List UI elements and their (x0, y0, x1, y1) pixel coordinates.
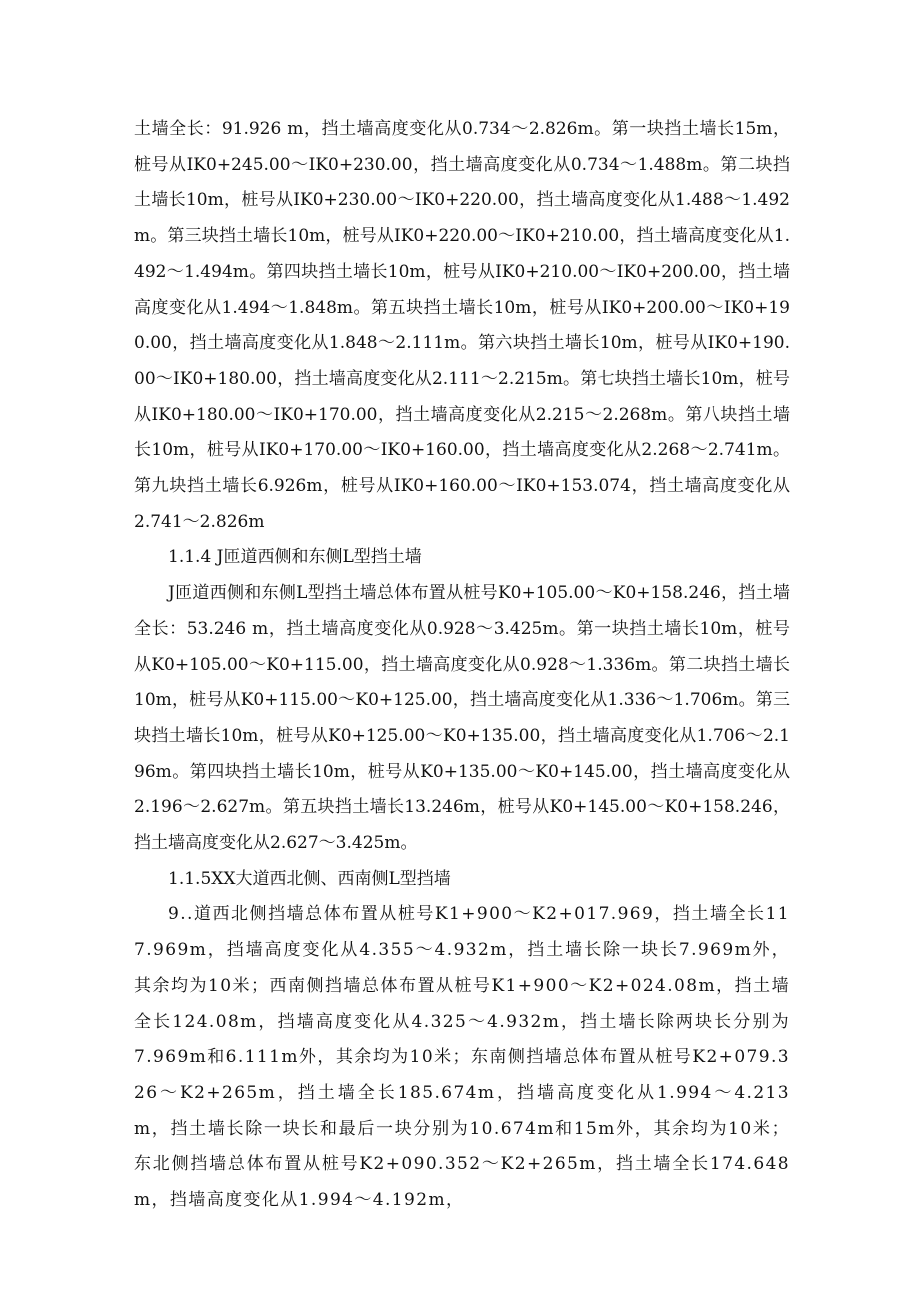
paragraph-retaining-wall-ik0: 土墙全长：91.926 m，挡土墙高度变化从0.734～2.826m。第一块挡土墙长15m，桩号从IK0+245.00～IK0+230.00，挡土墙高度变化从0.734～1.488m。第二块挡土墙长10m，桩号从IK0+230.00～IK0+220.00，挡土墙高度变化从1.488～1.492m。第三块挡土墙长10m，桩号从IK0+220.00～IK0+210.00，挡土墙高度变化从1.492～1.494m。第四块挡土墙长10m，桩号从IK0+210.00～IK0+200.00，挡土墙高度变化从1.494～1.848m。第五块挡土墙长10m，桩号从IK0+200.00～IK0+190.00，挡土墙高度变化从1.848～2.111m。第六块挡土墙长10m，桩号从IK0+190.00～IK0+180.00，挡土墙高度变化从2.111～2.215m。第七块挡土墙长10m，桩号从IK0+180.00～IK0+170.00，挡土墙高度变化从2.215～2.268m。第八块挡土墙长10m，桩号从IK0+170.00～IK0+160.00，挡土墙高度变化从2.268～2.741m。第九块挡土墙长6.926m，桩号从IK0+160.00～IK0+153.074，挡土墙高度变化从2.741～2.826m (134, 119, 790, 532)
section-heading-1-1-5: 1.1.5XX大道西北侧、西南侧L型挡墙 (168, 868, 451, 889)
document-body (134, 112, 790, 1219)
paragraph-j-ramp-l-wall: J匝道西侧和东侧L型挡土墙总体布置从桩号K0+105.00～K0+158.246，挡土墙全长：53.246 m，挡土墙高度变化从0.928～3.425m。第一块挡土墙长10m，桩号从K0+105.00～K0+115.00，挡土墙高度变化从0.928～1.336m。第二块挡土墙长10m，桩号从K0+115.00～K0+125.00，挡土墙高度变化从1.336～1.706m。第三块挡土墙长10m，桩号从K0+125.00～K0+135.00，挡土墙高度变化从1.706～2.196m。第四块挡土墙长10m，桩号从K0+135.00～K0+145.00，挡土墙高度变化从2.196～2.627m。第五块挡土墙长13.246m，桩号从K0+145.00～K0+158.246，挡土墙高度变化从2.627～3.425m。 (134, 583, 790, 854)
paragraph-avenue-l-wall: 9..道西北侧挡墙总体布置从桩号K1+900～K2+017.969，挡土墙全长117.969m，挡墙高度变化从4.355～4.932m，挡土墙长除一块长7.969m外，其余均为10米；西南侧挡墙总体布置从桩号K1+900～K2+024.08m，挡土墙全长124.08m，挡墙高度变化从4.325～4.932m，挡土墙长除两块长分别为7.969m和6.111m外，其余均为10米；东南侧挡墙总体布置从桩号K2+079.326～K2+265m，挡土墙全长185.674m，挡墙高度变化从1.994～4.213m，挡土墙长除一块长和最后一块分别为10.674m和15m外，其余均为10米；东北侧挡墙总体布置从桩号K2+090.352～K2+265m，挡土墙全长174.648m，挡墙高度变化从1.994～4.192m， (134, 904, 790, 1211)
section-heading-1-1-4: 1.1.4 J匝道西侧和东侧L型挡土墙 (168, 547, 422, 568)
